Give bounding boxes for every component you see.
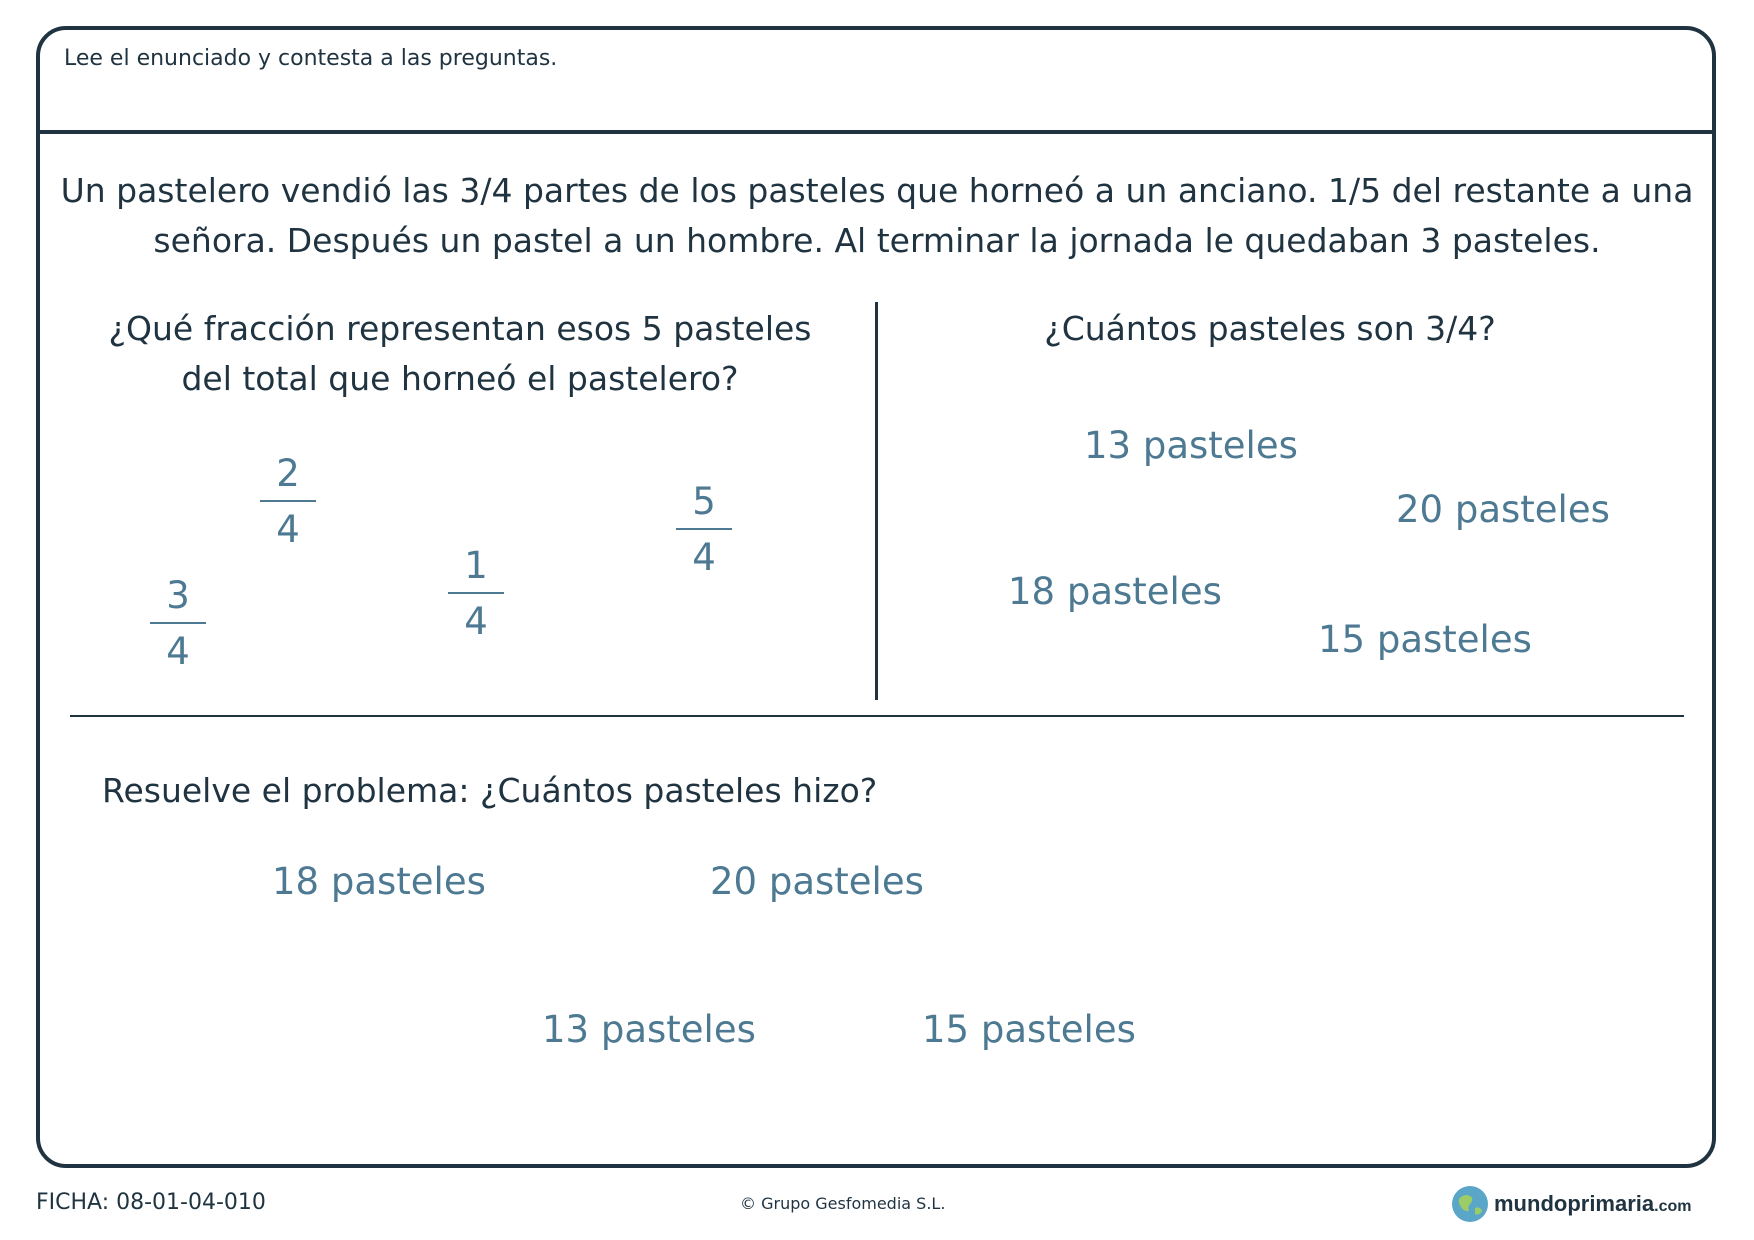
- section-divider: [70, 715, 1684, 717]
- copyright-text: © Grupo Gesfomedia S.L.: [740, 1194, 946, 1213]
- fraction-option[interactable]: [446, 544, 506, 644]
- fraction-bar: [150, 622, 206, 624]
- fraction-denominator: 4: [692, 536, 716, 579]
- globe-icon: [1450, 1184, 1490, 1224]
- fraction-denominator: 4: [464, 600, 488, 643]
- fraction-option[interactable]: [258, 452, 318, 552]
- fraction-denominator: 4: [276, 508, 300, 551]
- question-three-quarters: ¿Cuántos pasteles son 3/4?: [1044, 309, 1496, 348]
- answer-option[interactable]: 15 pasteles: [1318, 618, 1532, 661]
- fraction-option[interactable]: [674, 480, 734, 580]
- worksheet-code: FICHA: 08-01-04-010: [36, 1190, 266, 1215]
- vertical-divider: [875, 302, 878, 700]
- answer-option[interactable]: 18 pasteles: [272, 860, 486, 903]
- question-total: Resuelve el problema: ¿Cuántos pasteles hizo?: [102, 771, 878, 810]
- answer-option[interactable]: 13 pasteles: [542, 1008, 756, 1051]
- header-divider: [36, 130, 1716, 134]
- fraction-numerator: 5: [692, 480, 716, 523]
- answer-option[interactable]: 20 pasteles: [710, 860, 924, 903]
- fraction-bar: [448, 592, 504, 594]
- answer-option[interactable]: 20 pasteles: [1396, 488, 1610, 531]
- fraction-option[interactable]: [148, 574, 208, 674]
- fraction-numerator: 1: [464, 544, 488, 587]
- answer-option[interactable]: 13 pasteles: [1084, 424, 1298, 467]
- fraction-numerator: 3: [166, 574, 190, 617]
- logo-main: mundoprimaria: [1494, 1191, 1655, 1216]
- answer-option[interactable]: 15 pasteles: [922, 1008, 1136, 1051]
- fraction-denominator: 4: [166, 630, 190, 673]
- problem-statement: Un pastelero vendió las 3/4 partes de los pasteles que horneó a un anciano. 1/5 del restante a una señora. Después un pastel a un hombre. Al terminar la jornada le quedaban 3 pasteles.: [60, 171, 1694, 260]
- fraction-bar: [676, 528, 732, 530]
- instruction-text: Lee el enunciado y contesta a las preguntas.: [64, 46, 558, 71]
- answer-option[interactable]: 18 pasteles: [1008, 570, 1222, 613]
- fraction-bar: [260, 500, 316, 502]
- question-fraction: ¿Qué fracción representan esos 5 pasteles del total que horneó el pastelero?: [108, 309, 812, 398]
- logo-wordmark: [1494, 1191, 1691, 1217]
- logo-suffix: .com: [1654, 1198, 1692, 1215]
- brand-logo[interactable]: [1450, 1184, 1691, 1224]
- fraction-numerator: 2: [276, 452, 300, 495]
